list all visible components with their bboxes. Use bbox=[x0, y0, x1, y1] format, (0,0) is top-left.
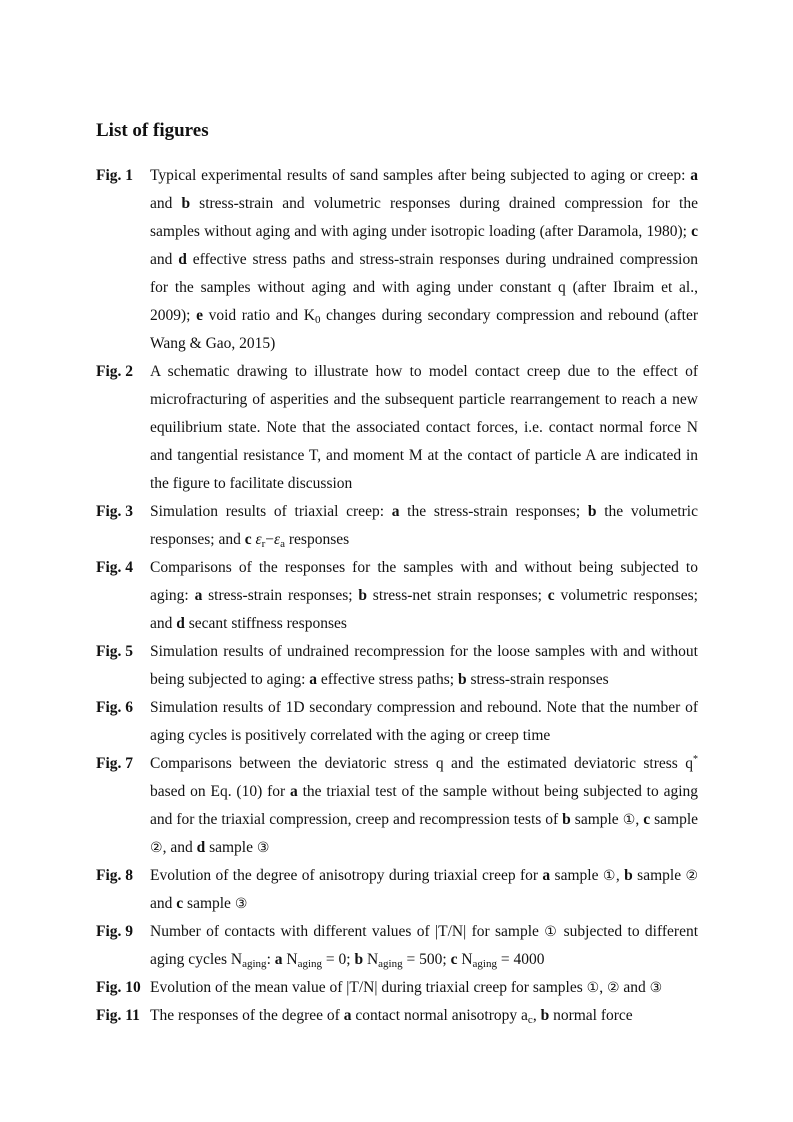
caption-text: ③ bbox=[234, 896, 248, 912]
caption-text: Simulation results of 1D secondary compression and rebound. Note that the number of aging cycles is positively correlated with the aging or creep time bbox=[150, 699, 698, 744]
caption-text: b bbox=[540, 1007, 550, 1024]
caption-text: a bbox=[309, 671, 318, 688]
figure-label: Fig. 4 bbox=[96, 559, 134, 576]
caption-text: d bbox=[196, 839, 206, 856]
caption-text: c bbox=[527, 1014, 533, 1026]
figure-entry bbox=[96, 1002, 698, 1030]
caption-text: changes during secondary compression and rebound (after Wang & Gao, 2015) bbox=[150, 307, 698, 352]
caption-text: sample bbox=[632, 867, 686, 884]
caption-text: stress-net strain responses; bbox=[366, 587, 548, 604]
figure-label: Fig. 1 bbox=[96, 167, 134, 184]
caption-text: secant stiffness responses bbox=[184, 615, 347, 632]
figure-entry bbox=[96, 498, 698, 554]
caption-text: ② bbox=[685, 868, 699, 884]
caption-text: , bbox=[635, 811, 644, 828]
caption-text: the stress-strain responses; bbox=[399, 503, 588, 520]
caption-text: ② bbox=[150, 840, 163, 856]
caption-text: Comparisons between the deviatoric stress q and the estimated deviatoric stress q bbox=[150, 755, 693, 772]
caption-text: effective stress paths; bbox=[317, 671, 458, 688]
caption-text: = 500; bbox=[402, 951, 451, 968]
caption-text: stress-strain responses; bbox=[202, 587, 359, 604]
figure-entry bbox=[96, 554, 698, 638]
caption-text: c bbox=[547, 587, 555, 604]
caption-text: b bbox=[358, 587, 367, 604]
caption-text: sample bbox=[183, 895, 235, 912]
figure-caption bbox=[150, 750, 698, 862]
figure-caption bbox=[150, 974, 698, 1002]
figure-entry bbox=[96, 862, 698, 918]
caption-text: sample bbox=[205, 839, 257, 856]
caption-text: contact normal anisotropy a bbox=[351, 1007, 528, 1024]
figure-label: Fig. 11 bbox=[96, 1007, 140, 1024]
caption-text: aging bbox=[297, 958, 323, 970]
caption-text: a bbox=[194, 587, 203, 604]
caption-text: b bbox=[181, 195, 191, 212]
caption-text: a bbox=[343, 1007, 352, 1024]
figure-entry bbox=[96, 750, 698, 862]
caption-text: b bbox=[587, 503, 597, 520]
caption-text: ③ bbox=[649, 980, 663, 996]
figure-caption bbox=[150, 1002, 698, 1030]
caption-text: a bbox=[280, 538, 285, 550]
figure-caption bbox=[150, 862, 698, 918]
caption-text: The responses of the degree of bbox=[150, 1007, 344, 1024]
figure-caption bbox=[150, 694, 698, 750]
caption-text: N bbox=[457, 951, 473, 968]
caption-text: , bbox=[599, 979, 607, 996]
caption-text: Number of contacts with different values of |T/N| for sample bbox=[150, 923, 545, 940]
caption-text: volumetric responses; and bbox=[150, 587, 698, 632]
caption-text: e bbox=[196, 307, 203, 324]
caption-text: and bbox=[150, 895, 177, 912]
caption-text: a bbox=[542, 867, 551, 884]
caption-text: sample bbox=[550, 867, 603, 884]
figure-caption bbox=[150, 162, 698, 358]
caption-text: ε bbox=[255, 531, 262, 548]
figure-label: Fig. 2 bbox=[96, 363, 134, 380]
caption-text: a bbox=[274, 951, 283, 968]
figure-entry bbox=[96, 974, 698, 1002]
caption-text: the triaxial test of the sample without being subjected to aging and for the triaxial compression, creep and recompression tests of bbox=[150, 783, 699, 828]
figure-label: Fig. 6 bbox=[96, 699, 134, 716]
caption-text: stress-strain responses bbox=[466, 671, 609, 688]
figure-caption bbox=[150, 358, 698, 498]
caption-text: the volumetric responses; and bbox=[150, 503, 698, 548]
figure-label: Fig. 5 bbox=[96, 643, 134, 660]
caption-text: ε bbox=[274, 531, 281, 548]
caption-text: = 0; bbox=[322, 951, 355, 968]
caption-text: : bbox=[266, 951, 275, 968]
caption-text: ① bbox=[544, 924, 559, 940]
caption-text: c bbox=[643, 811, 651, 828]
caption-text: − bbox=[265, 531, 274, 548]
caption-text: ① bbox=[602, 868, 616, 884]
caption-text: and bbox=[619, 979, 650, 996]
caption-text: 0 bbox=[314, 314, 321, 326]
caption-text: Evolution of the mean value of |T/N| during triaxial creep for samples bbox=[150, 979, 587, 996]
caption-text: , and bbox=[162, 839, 197, 856]
caption-text: Typical experimental results of sand samples after being subjected to aging or creep: bbox=[150, 167, 691, 184]
caption-text: c bbox=[691, 223, 698, 240]
caption-text: ② bbox=[606, 980, 620, 996]
figure-entry bbox=[96, 162, 698, 358]
caption-text: b bbox=[457, 671, 467, 688]
caption-text: a bbox=[290, 783, 298, 800]
figure-label: Fig. 10 bbox=[96, 979, 141, 996]
figure-label: Fig. 3 bbox=[96, 503, 134, 520]
caption-text: ③ bbox=[256, 840, 270, 856]
caption-text: aging bbox=[472, 958, 497, 970]
caption-text: N bbox=[282, 951, 298, 968]
caption-text: , bbox=[615, 867, 625, 884]
caption-text: subjected to different aging cycles N bbox=[150, 923, 699, 968]
figure-entry bbox=[96, 694, 698, 750]
caption-text: A schematic drawing to illustrate how to model contact creep due to the effect of microfracturing of asperities and the subsequent particle rearrangement to reach a new equilibrium state. Note that the associated contact forces, i.e. contact normal force N and tangential resistance T, and moment M at the contact of particle A are indicated in the figure to facilitate discussion bbox=[150, 363, 698, 492]
caption-text: responses bbox=[285, 531, 350, 548]
caption-text: d bbox=[178, 251, 187, 268]
caption-text: b bbox=[562, 811, 571, 828]
caption-text: a bbox=[690, 167, 698, 184]
caption-text: b bbox=[354, 951, 364, 968]
figure-caption bbox=[150, 554, 698, 638]
figure-label: Fig. 9 bbox=[96, 923, 134, 940]
figure-entry bbox=[96, 918, 698, 974]
caption-text: ① bbox=[622, 812, 636, 828]
caption-text: Evolution of the degree of anisotropy during triaxial creep for bbox=[150, 867, 543, 884]
caption-text: r bbox=[261, 538, 266, 550]
caption-text: normal force bbox=[549, 1007, 633, 1024]
figure-entry bbox=[96, 638, 698, 694]
caption-text: Simulation results of undrained recompression for the loose samples with and without being subjected to aging: bbox=[150, 643, 698, 688]
caption-text: * bbox=[693, 754, 698, 765]
caption-text: a bbox=[391, 503, 400, 520]
caption-text: c bbox=[450, 951, 458, 968]
caption-text: sample bbox=[570, 811, 623, 828]
caption-text: and bbox=[150, 251, 179, 268]
caption-text: and bbox=[150, 195, 182, 212]
caption-text: d bbox=[176, 615, 185, 632]
caption-text: Simulation results of triaxial creep: bbox=[150, 503, 392, 520]
caption-text: sample bbox=[650, 811, 699, 828]
caption-text: stress-strain and volumetric responses during drained compression for the samples without aging and with aging under isotropic loading (after Daramola, 1980); bbox=[150, 195, 698, 240]
caption-text: , bbox=[532, 1007, 541, 1024]
figure-caption bbox=[150, 918, 698, 974]
caption-text: based on Eq. (10) for bbox=[150, 783, 291, 800]
figure-caption bbox=[150, 498, 698, 554]
caption-text: b bbox=[624, 867, 633, 884]
figure-caption bbox=[150, 638, 698, 694]
caption-text: N bbox=[363, 951, 379, 968]
caption-text: effective stress paths and stress-strain responses during undrained compression for the samples without aging and with aging under constant q (after Ibraim et al., 2009); bbox=[150, 251, 698, 324]
caption-text: aging bbox=[242, 958, 267, 970]
caption-text: aging bbox=[378, 958, 403, 970]
figure-entry bbox=[96, 358, 698, 498]
figure-label: Fig. 7 bbox=[96, 755, 134, 772]
caption-text: ① bbox=[586, 980, 600, 996]
figure-list bbox=[96, 162, 698, 1030]
figure-label: Fig. 8 bbox=[96, 867, 134, 884]
caption-text: Comparisons of the responses for the samples with and without being subjected to aging: bbox=[150, 559, 698, 604]
caption-text: c bbox=[244, 531, 252, 548]
page-title: List of figures bbox=[96, 120, 209, 141]
caption-text: = 4000 bbox=[496, 951, 545, 968]
caption-text: c bbox=[176, 895, 184, 912]
caption-text: void ratio and K bbox=[202, 307, 315, 324]
